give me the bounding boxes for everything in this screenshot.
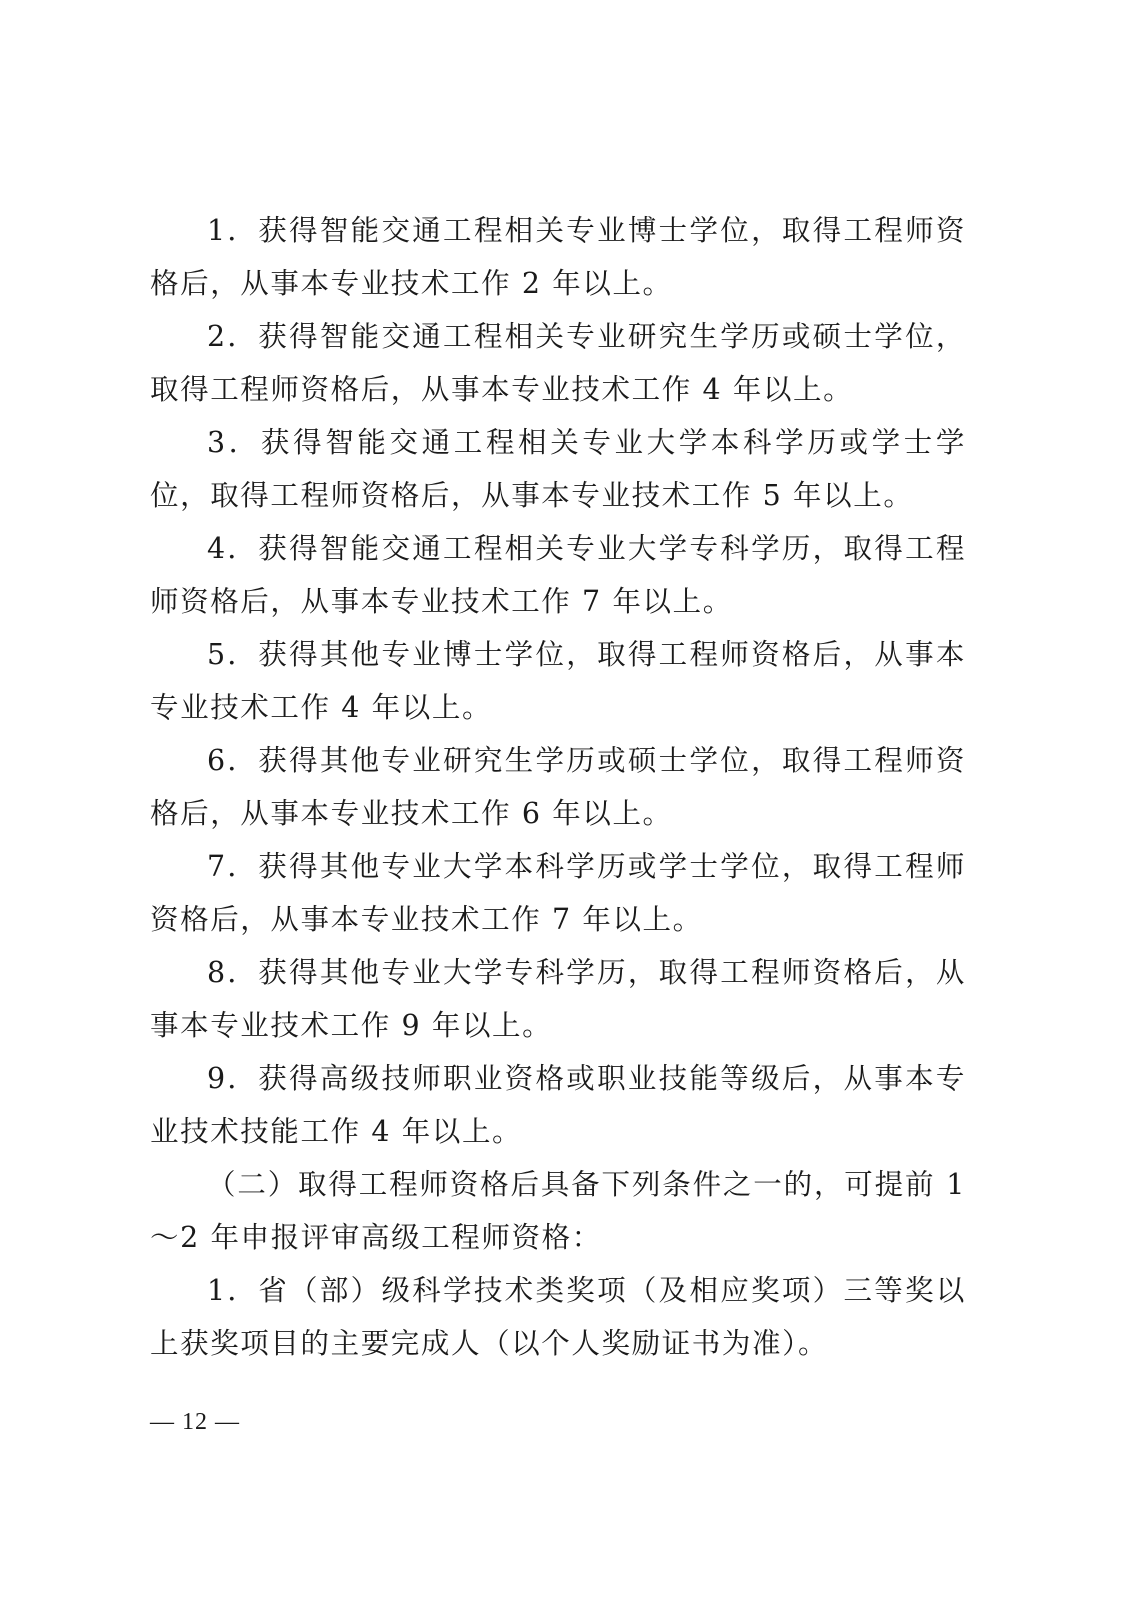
- paragraph-item-8: 8．获得其他专业大学专科学历，取得工程师资格后，从事本专业技术工作 9 年以上。: [150, 956, 966, 1042]
- paragraph-item-9: 9．获得高级技师职业资格或职业技能等级后，从事本专业技术技能工作 4 年以上。: [150, 1062, 966, 1148]
- paragraph-item-4: 4．获得智能交通工程相关专业大学专科学历，取得工程师资格后，从事本专业技术工作 7 年以上。: [150, 532, 966, 618]
- paragraph-item-5: 5．获得其他专业博士学位，取得工程师资格后，从事本专业技术工作 4 年以上。: [150, 638, 966, 724]
- paragraph-item-3: 3．获得智能交通工程相关专业大学本科学历或学士学位，取得工程师资格后，从事本专业技术工作 5 年以上。: [150, 426, 966, 512]
- paragraph-item-2: 2．获得智能交通工程相关专业研究生学历或硕士学位，取得工程师资格后，从事本专业技术工作 4 年以上。: [150, 320, 966, 406]
- page-number: — 12 —: [150, 1409, 240, 1435]
- paragraph-item-7: 7．获得其他专业大学本科学历或学士学位，取得工程师资格后，从事本专业技术工作 7 年以上。: [150, 850, 966, 936]
- paragraph-item-1: 1．获得智能交通工程相关专业博士学位，取得工程师资格后，从事本专业技术工作 2 年以上。: [150, 214, 966, 300]
- section-heading-2: （二）取得工程师资格后具备下列条件之一的，可提前 1～2 年申报评审高级工程师资格：: [150, 1168, 966, 1254]
- paragraph-subitem-1: 1．省（部）级科学技术类奖项（及相应奖项）三等奖以上获奖项目的主要完成人（以个人奖励证书为准）。: [150, 1274, 966, 1360]
- document-body: [150, 204, 966, 1370]
- paragraph-item-6: 6．获得其他专业研究生学历或硕士学位，取得工程师资格后，从事本专业技术工作 6 年以上。: [150, 744, 966, 830]
